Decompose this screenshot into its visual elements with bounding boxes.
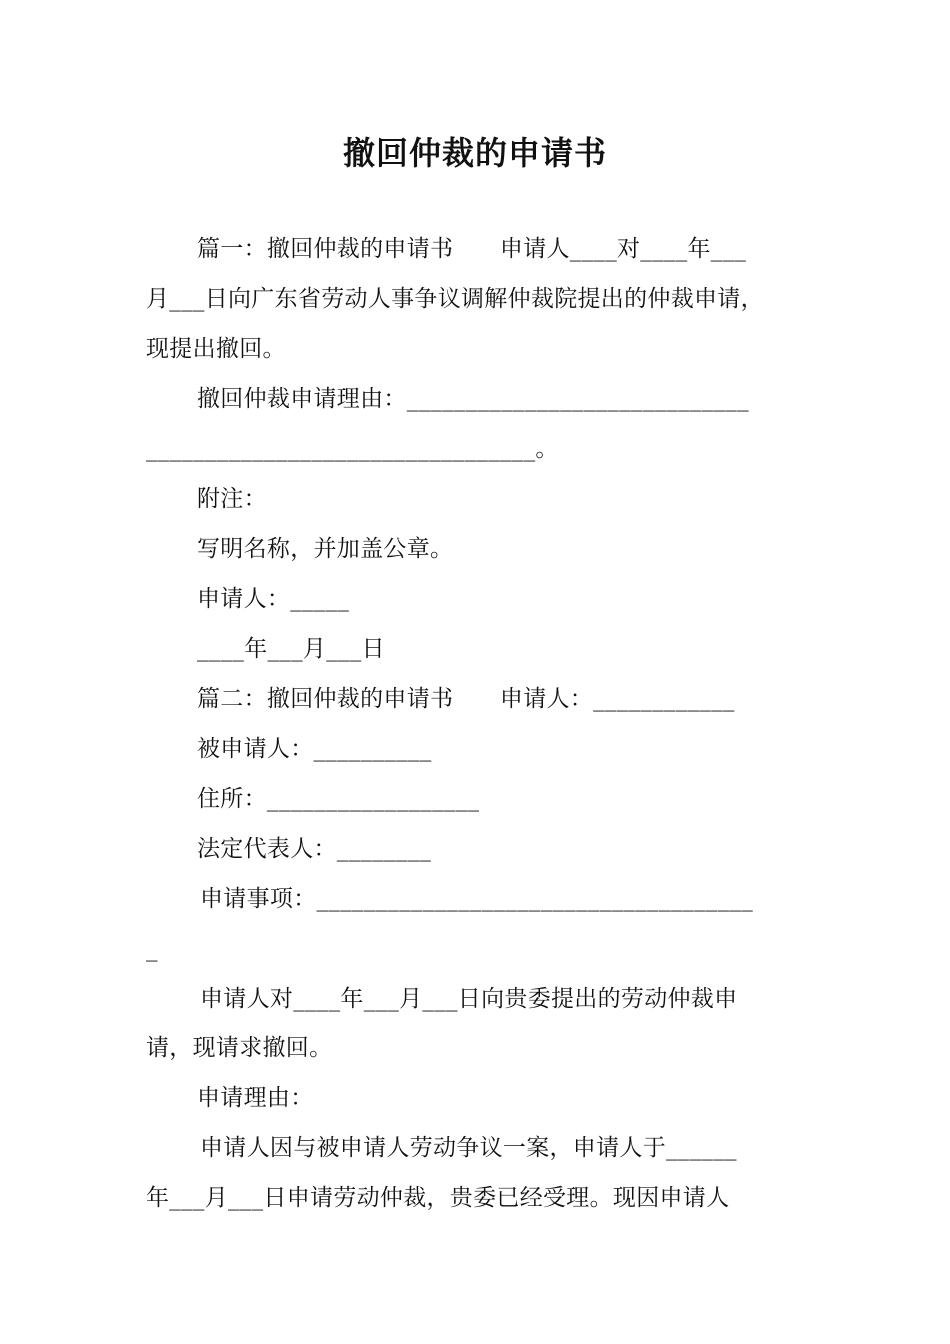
text-line: 法定代表人：________ [197,836,432,862]
text-line: 申请人对____年___月___日向贵委提出的劳动仲裁申 [200,986,738,1012]
text-line: 附注： [197,486,267,512]
text-line: 月___日向广东省劳动人事争议调解仲裁院提出的仲裁申请， [146,286,764,312]
text-line: 住所：__________________ [197,786,480,812]
text-line: 申请事项：_____________________________________ [200,886,754,912]
text-line: 现提出撤回。 [146,336,286,362]
text-line: 申请人因与被申请人劳动争议一案，申请人于______ [200,1135,737,1161]
text-line: _ [146,936,158,962]
text-line: 申请人：_____ [197,586,350,612]
text-line: 撤回仲裁申请理由：_____________________________ [197,386,749,412]
text-line: ____年___月___日 [197,636,385,662]
text-line: 申请理由： [197,1085,314,1111]
document-title: 撤回仲裁的申请书 [342,134,607,172]
text-line: 写明名称，并加盖公章。 [197,536,454,562]
text-line: _________________________________。 [146,436,559,462]
text-line: 篇一：撤回仲裁的申请书 申请人____对____年___ [197,236,747,262]
text-line: 请，现请求撤回。 [146,1035,333,1061]
text-line: 被申请人：__________ [197,736,432,762]
text-line: 年___月___日申请劳动仲裁，贵委已经受理。现因申请人 [146,1185,730,1211]
text-line: 篇二：撤回仲裁的申请书 申请人：____________ [197,686,735,712]
